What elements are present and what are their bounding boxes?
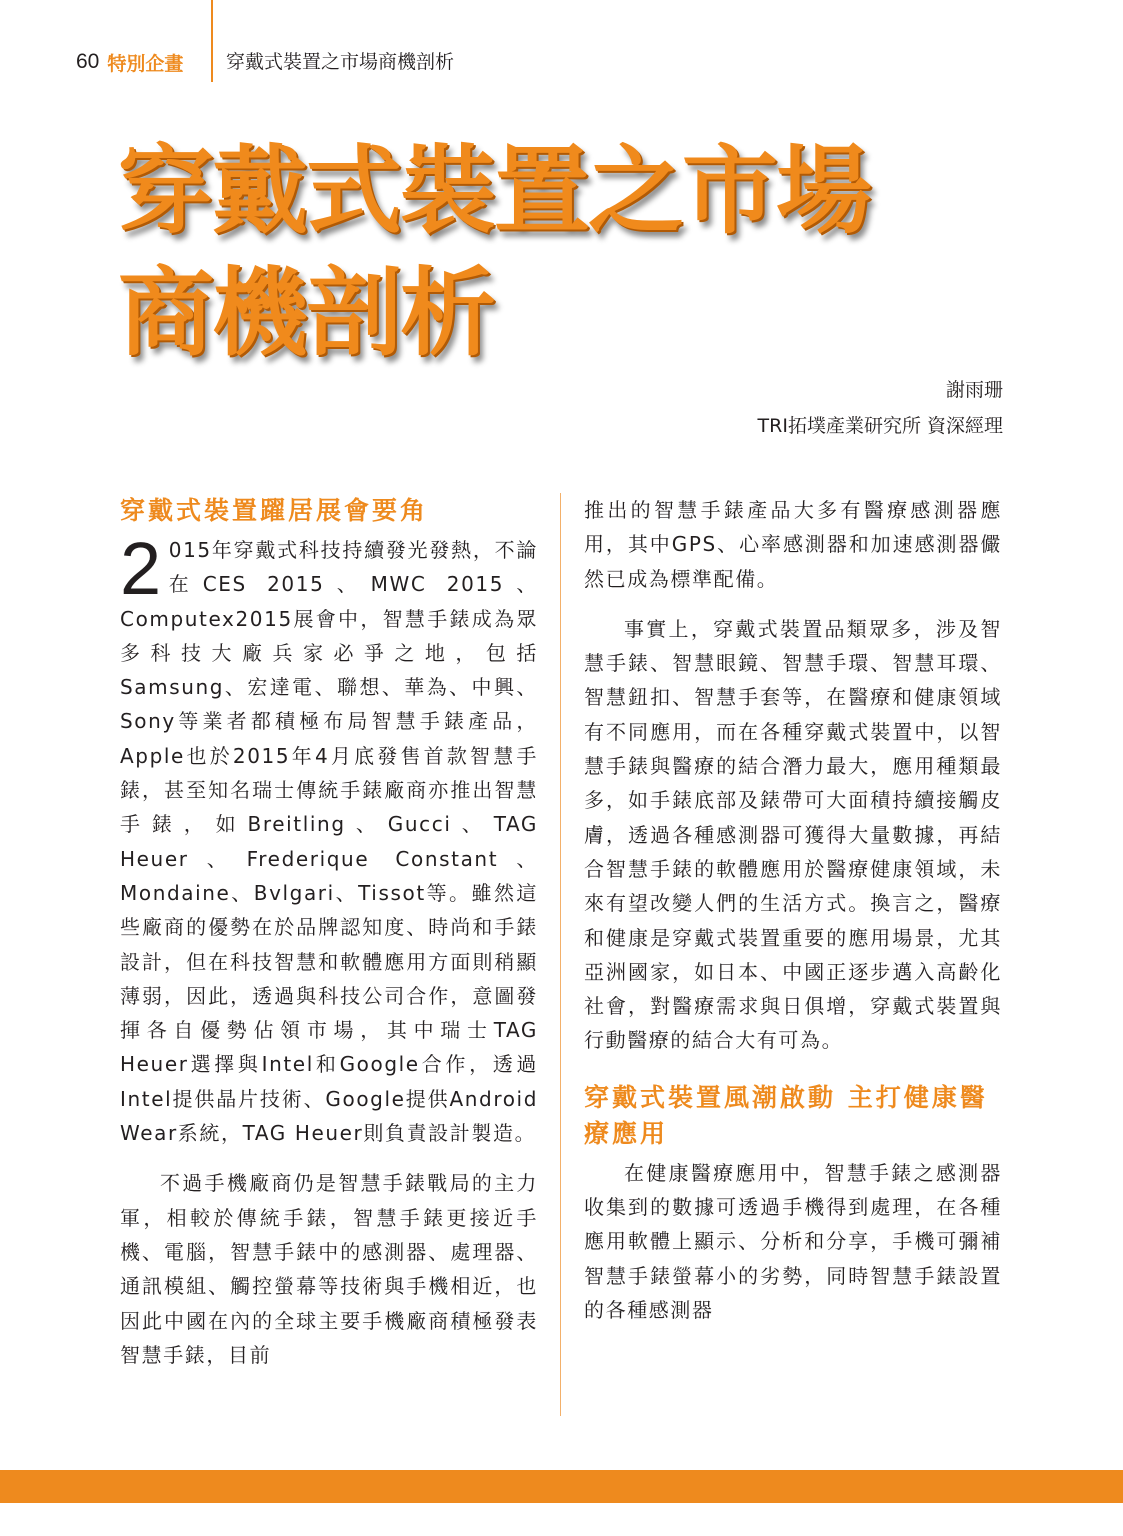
paragraph: 推出的智慧手錶產品大多有醫療感測器應用，其中GPS、心率感測器和加速感測器儼然已成為標準配備。 xyxy=(584,498,1002,591)
drop-cap: 2 xyxy=(120,527,163,610)
paragraph xyxy=(120,527,538,1150)
author-name: 謝雨珊 xyxy=(945,379,1003,401)
header-divider xyxy=(211,0,213,82)
byline xyxy=(758,372,1003,444)
running-title: 穿戴式裝置之市場商機剖析 xyxy=(226,51,455,73)
page-number: 60 xyxy=(76,50,100,73)
column-divider xyxy=(560,493,561,1416)
right-column xyxy=(584,493,1002,1327)
footer-bar xyxy=(0,1470,1123,1503)
paragraph: 事實上，穿戴式裝置品類眾多，涉及智慧手錶、智慧眼鏡、智慧手環、智慧耳環、智慧鈕扣、智慧手套等，在醫療和健康領域有不同應用，而在各種穿戴式裝置中，以智慧手錶與醫療的結合潛力最大，應用種類最多，如手錶底部及錶帶可大面積持續接觸皮膚，透過各種感測器可獲得大量數據，再結合智慧手錶的軟體應用於醫療健康領域，未來有望改變人們的生活方式。換言之，醫療和健康是穿戴式裝置重要的應用場景，尤其亞洲國家，如日本、中國正逐步邁入高齡化社會，對醫療需求與日俱增，穿戴式裝置與行動醫療的結合大有可為。 xyxy=(584,616,1002,1053)
paragraph: 不過手機廠商仍是智慧手錶戰局的主力軍，相較於傳統手錶，智慧手錶更接近手機、電腦，智慧手錶中的感測器、處理器、通訊模組、觸控螢幕等技術與手機相近，也因此中國在內的全球主要手機廠商積極發表智慧手錶，目前 xyxy=(120,1171,538,1367)
section-heading-1: 穿戴式裝置躍居展會要角 xyxy=(120,496,429,525)
paragraph: 在健康醫療應用中，智慧手錶之感測器收集到的數據可透過手機得到處理，在各種應用軟體上顯示、分析和分享，手機可彌補智慧手錶螢幕小的劣勢，同時智慧手錶設置的各種感測器 xyxy=(584,1160,1002,1322)
title-line-1: 穿戴式裝置之市場 xyxy=(118,134,870,247)
article-title xyxy=(118,130,1018,374)
title-line-2: 商機剖析 xyxy=(118,256,494,369)
paragraph-text: 015年穿戴式科技持續發光發熱，不論在CES 2015、MWC 2015、Computex2015展會中，智慧手錶成為眾多科技大廠兵家必爭之地，包括Samsung、宏達電、聯想、華為、中興、Sony等業者都積極布局智慧手錶產品，Apple也於2015年4月底發售首款智慧手錶，甚至知名瑞士傳統手錶廠商亦推出智慧手錶，如Breitling、Gucci、TAG Heuer、Frederique Constant、Mondaine、Bvlgari、Tissot等。雖然這些廠商的優勢在於品牌認知度、時尚和手錶設計，但在科技智慧和軟體應用方面則稍顯薄弱，因此，透過與科技公司合作，意圖發揮各自優勢佔領市場，其中瑞士TAG Heuer選擇與Intel和Google合作，透過Intel提供晶片技術、Google提供Android Wear系統，TAG Heuer則負責設計製造。 xyxy=(120,538,538,1146)
left-column xyxy=(120,493,538,1372)
author-affiliation: TRI拓墣產業研究所 資深經理 xyxy=(757,415,1003,437)
section-label: 特別企畫 xyxy=(107,52,184,75)
page-header xyxy=(76,50,183,74)
section-heading-2: 穿戴式裝置風潮啟動 主打健康醫療應用 xyxy=(584,1082,988,1148)
